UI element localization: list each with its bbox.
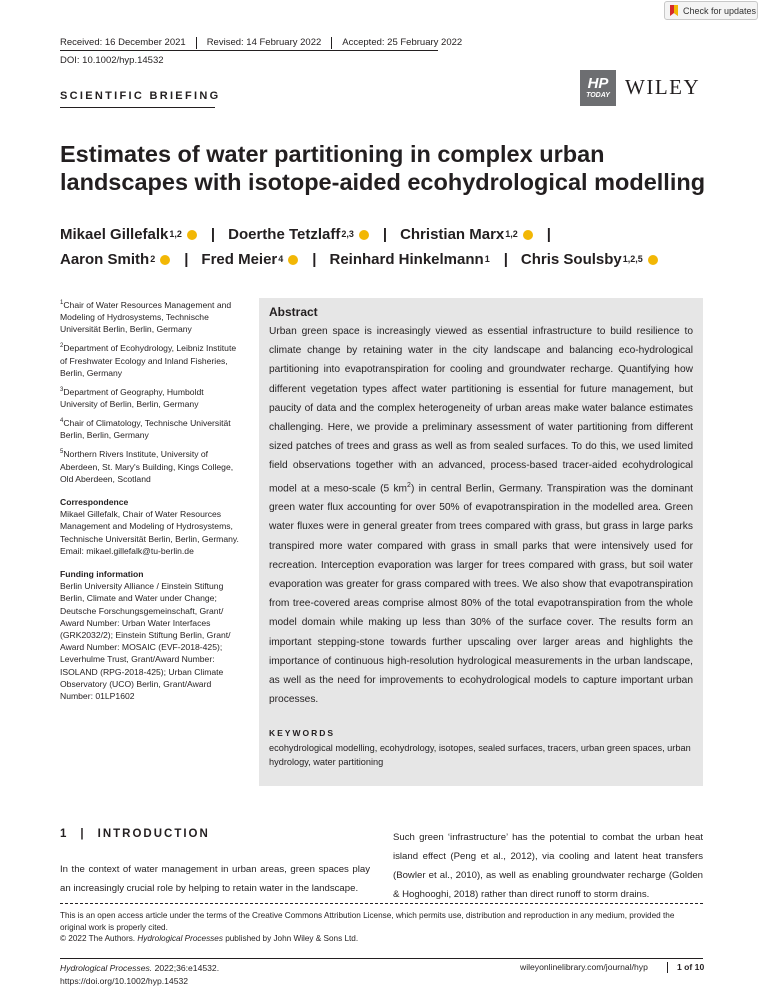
section-divider: [60, 107, 215, 108]
article-dates: [60, 37, 472, 49]
accepted-date: Accepted: 25 February 2022: [331, 37, 472, 49]
orcid-icon[interactable]: [359, 230, 369, 240]
introduction-left-text: In the context of water management in urban areas, green spaces play an increasingly crucial role by helping to retain water in the landscape.: [60, 864, 370, 894]
author[interactable]: Reinhard Hinkelmann $^1$: [329, 251, 490, 268]
keywords-heading: KEYWORDS: [269, 728, 336, 739]
author[interactable]: Christian Marx $^{1,2}$: [400, 222, 533, 247]
author[interactable]: Mikael Gillefalk $^{1,2}$: [60, 222, 197, 247]
doi: DOI: 10.1002/hyp.14532: [60, 55, 164, 66]
affiliation: $^1$Chair of Water Resources Management and Modeling of Hydrosystems, Technische Universität Berlin, Berlin, Germany: [60, 299, 232, 335]
page-number: 1 of 10: [677, 962, 705, 972]
copyright-text: © 2022 The Authors. Hydrological Processes published by John Wiley & Sons Ltd.: [60, 934, 359, 943]
funding-text: Berlin University Alliance / Einstein Stiftung Berlin, Climate and Water under Change; Deutsche Forschungsgemeinschaft, Grant/ Award Number: Urban Water Interfaces (GRK2032/2); Einstein Stiftung Berlin, Grant/ Award Number: MOSAIC (EVF-2018-425); Leverhulme Trust, Grant/Award Number: ISOLAND (RPG-2018-425); Urban Climate Observatory (UCO) Berlin, Grant/Award Number: 01LP1602: [60, 581, 231, 701]
abstract-box: [259, 298, 703, 786]
funding-heading: Funding information: [60, 568, 144, 579]
revised-date: Revised: 14 February 2022: [196, 37, 332, 49]
correspondence-text: Mikael Gillefalk, Chair of Water Resources Management and Modeling of Hydrosystems, Technische Universität Berlin, Berlin, Germany.: [60, 509, 239, 544]
affiliations-column: [60, 297, 242, 702]
journal-citation: Hydrological Processes. 2022;36:e14532. https://doi.org/10.1002/hyp.14532: [60, 963, 220, 986]
header-divider: [60, 50, 438, 51]
hp-today-logo: [580, 70, 616, 106]
wiley-logo: WILEY: [625, 75, 701, 99]
orcid-icon[interactable]: [288, 255, 298, 265]
introduction-right-text: Such green ‘infrastructure’ has the potential to combat the urban heat island effect (Peng et al., 2012), via cooling and latent heat transfers (Bowler et al., 2010), as well as enabling groundwater recharge (Golden & Hoghooghi, 2018) rather than direct runoff to storm drains.: [393, 832, 703, 900]
hp-logo-sub: TODAY: [586, 92, 610, 99]
check-for-updates-button[interactable]: [664, 1, 758, 20]
bookmark-icon: [669, 5, 679, 16]
abstract-heading: Abstract: [269, 305, 318, 319]
orcid-icon[interactable]: [523, 230, 533, 240]
check-for-updates-label: Check for updates: [683, 5, 757, 16]
article-title: Estimates of water partitioning in complex urban landscapes with isotope-aided ecohydrological modelling: [60, 141, 706, 195]
author[interactable]: Aaron Smith $^2$: [60, 247, 170, 272]
introduction-heading: 1 | INTRODUCTION: [60, 828, 210, 840]
orcid-icon[interactable]: [160, 255, 170, 265]
hp-logo-main: HP: [587, 75, 609, 92]
author[interactable]: Fred Meier $^4$: [201, 247, 298, 272]
correspondence-heading: Correspondence: [60, 496, 129, 507]
author[interactable]: Chris Soulsby $^{1,2,5}$: [521, 247, 658, 272]
affiliation: $^4$Chair of Climatology, Technische Universität Berlin, Berlin, Germany: [60, 418, 231, 441]
license-text: This is an open access article under the terms of the Creative Commons Attribution License, which permits use, distribution and reproduction in any medium, provided the original work is properly cited.: [60, 911, 675, 932]
received-date: Received: 16 December 2021: [60, 37, 186, 48]
author-list: Mikael Gillefalk $^{1,2}$ | Doerthe Tetzlaff $^{2,3}$ | Christian Marx $^{1,2}$ | Aaron Smith $^2$ | Fred Meier $^4$ | Reinhard Hinkelmann $^1$ | Chris Soulsby $^{1,2,5}$: [60, 222, 720, 272]
affiliation: $^2$Department of Ecohydrology, Leibniz Institute of Freshwater Ecology and Inland Fisheries, Berlin, Germany: [60, 343, 237, 378]
affiliation: $^3$Department of Geography, Humboldt University of Berlin, Berlin, Germany: [60, 386, 204, 409]
keywords-text: ecohydrological modelling, ecohydrology, isotopes, sealed surfaces, tracers, urban green spaces, urban hydrology, water partitioning: [269, 743, 691, 768]
orcid-icon[interactable]: [648, 255, 658, 265]
affiliation: $^5$Northern Rivers Institute, University of Aberdeen, St. Mary's Building, Kings College, Old Aberdeen, Scotland: [60, 449, 234, 484]
orcid-icon[interactable]: [187, 230, 197, 240]
footnote-divider: [60, 903, 703, 904]
journal-url[interactable]: wileyonlinelibrary.com/journal/hyp: [520, 962, 648, 972]
footer-divider: [60, 958, 703, 959]
section-label: SCIENTIFIC BRIEFING: [60, 90, 221, 102]
author[interactable]: Doerthe Tetzlaff $^{2,3}$: [228, 222, 369, 247]
footer-separator: [667, 962, 668, 973]
abstract-text: Urban green space is increasingly viewed as essential infrastructure to build resilience to climate change by retaining water in the city landscape and balancing eco-hydrological partitioning into evapotranspiration for cooling and groundwater recharge. Quantifying how different vegetation types affect water partitioning is essential for future management, but paucity of data and the complex heterogeneity of urban areas make water balance estimates challenging. Here, we provide a preliminary assessment of water partitioning from different sized patches of trees and grass as well as from sealed surfaces. To do this, we used limited field observations together with an advanced, process-based tracer-aided ecohydrological model at a meso-scale (5 $km^2$) in central Berlin, Germany. Transpiration was the dominant green water flux accounting for over 50% of evapotranspiration in the modelled area. Green water fluxes were in general greater from trees compared with grass, but grass in large parks transpired more water compared with grass in small parks that were intensively used for recreation. Interception evaporation was larger for trees compared with grass, but soil water evaporation was greater for grass compared with trees. We also show that evapotranspiration from tree-covered areas comprise almost 80% of the total evapotranspiration from the whole model domain while making up less than 30% of the surface cover. The results form an important stepping-stone towards further upscaling over larger areas and highlights the importance of continuous high-resolution hydrological measurements in the urban landscape, as well as the need for improvements to ecohydrological models to capture important urban processes.: [269, 326, 693, 706]
doi-link[interactable]: https://doi.org/10.1002/hyp.14532: [60, 976, 189, 986]
correspondence-email[interactable]: Email: mikael.gillefalk@tu-berlin.de: [60, 545, 194, 556]
